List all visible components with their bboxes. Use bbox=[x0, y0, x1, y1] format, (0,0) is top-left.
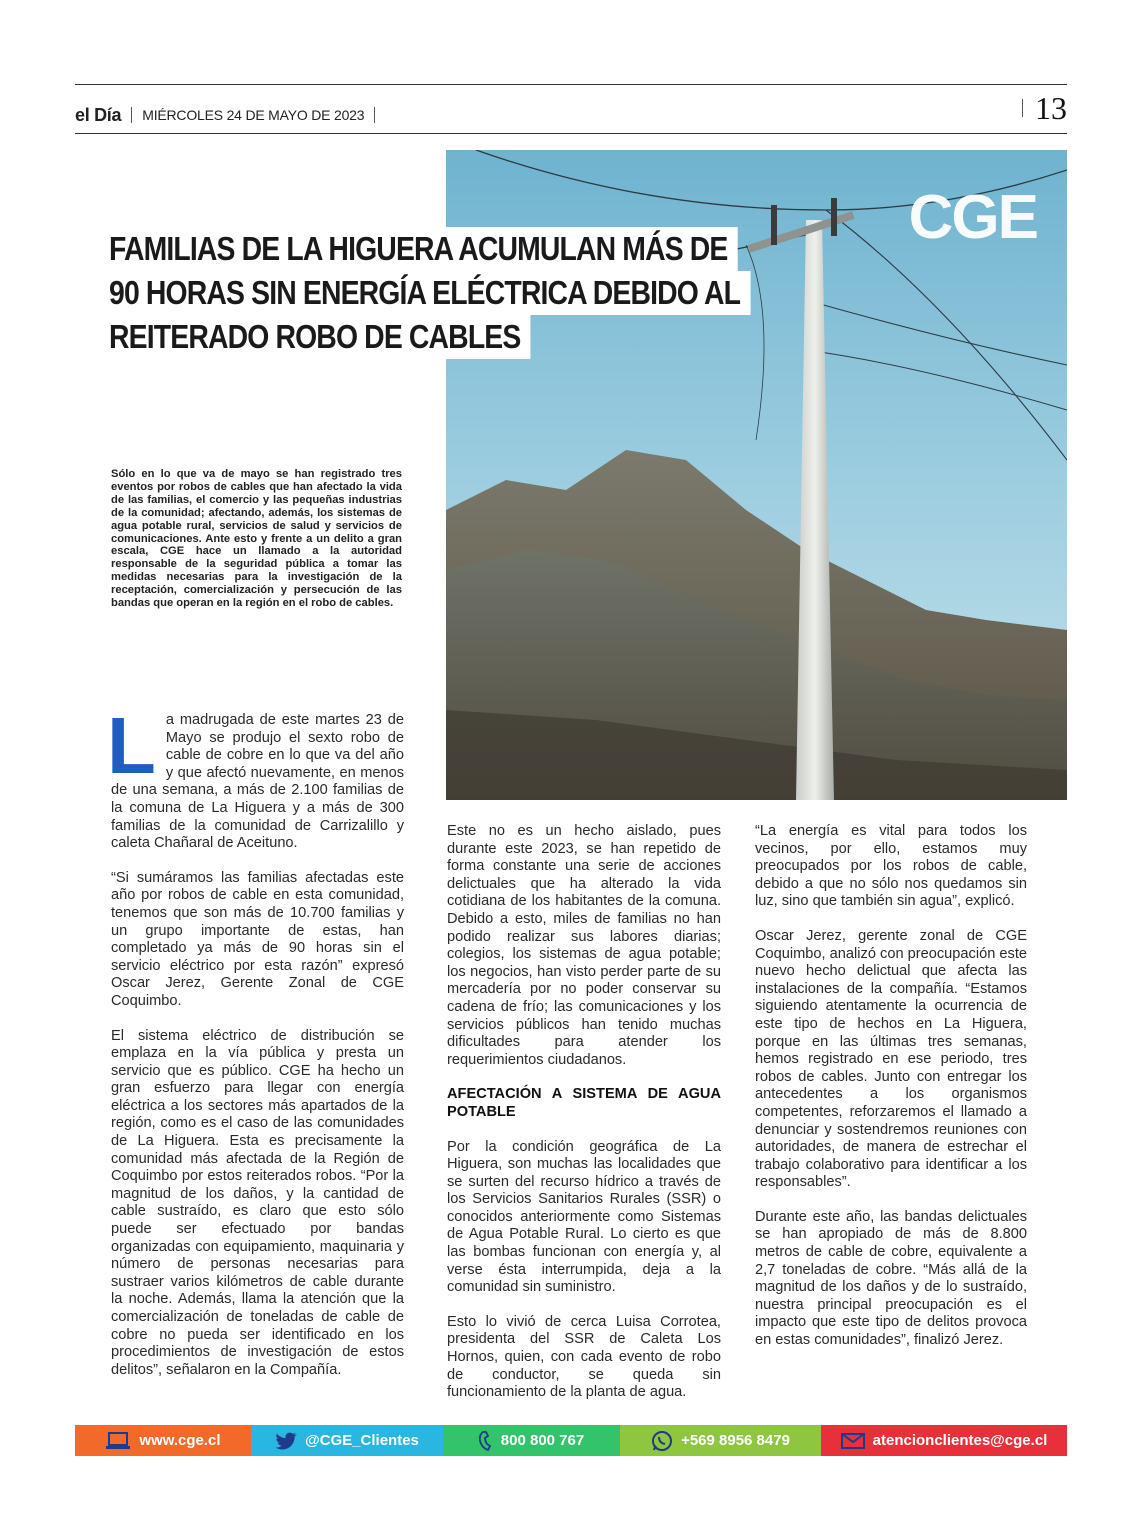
drop-cap: L bbox=[107, 701, 156, 790]
footer-phone[interactable] bbox=[443, 1425, 620, 1456]
separator bbox=[1022, 99, 1023, 117]
headline bbox=[97, 227, 741, 359]
phone-icon bbox=[479, 1431, 493, 1451]
paragraph-text: a madrugada de este martes 23 de Mayo se produjo el sexto robo de cable de cobre en lo que va del año y que afectó nuevamente, en menos de una semana, a más de 2.100 familias de la comuna de La Higuera y a más de 300 familias de la comunidad de Carrizalillo y caleta Chañaral de Aceituno. bbox=[111, 712, 404, 852]
section-subheading: AFECTACIÓN A SISTEMA DE AGUA POTABLE bbox=[447, 1086, 721, 1120]
contact-bar bbox=[75, 1425, 1067, 1456]
separator bbox=[374, 107, 375, 123]
article-paragraph: Este no es un hecho aislado, pues durante este 2023, se han repetido de forma constante una serie de acciones delictuales que ha alterado la vida cotidiana de los habitantes de la comuna. Debido a esto, miles de familias no han podido realizar sus labores diarias; colegios, los sistemas de agua potable; los negocios, han visto perder parte de su mercadería por no poder conservar su cadena de frío; las comunicaciones y los servicios públicos han tenido muchas dificultades para atender los requerimientos ciudadanos. bbox=[447, 823, 721, 1068]
footer-whatsapp[interactable] bbox=[620, 1425, 821, 1456]
footer-label: +569 8956 8479 bbox=[681, 1432, 790, 1449]
page-number bbox=[1022, 88, 1067, 128]
header-bottom-rule bbox=[75, 133, 1067, 134]
whatsapp-icon bbox=[651, 1430, 673, 1452]
footer-label: www.cge.cl bbox=[139, 1432, 221, 1449]
footer-label: @CGE_Clientes bbox=[305, 1432, 419, 1449]
laptop-icon bbox=[105, 1432, 131, 1450]
newspaper-brand: el Día bbox=[75, 104, 122, 125]
headline-line: 90 HORAS SIN ENERGÍA ELÉCTRICA DEBIDO AL bbox=[97, 271, 750, 315]
article-paragraph: “La energía es vital para todos los vecinos, por ello, estamos muy preocupados por los robos de cable, debido a que no sólo nos quedamos sin luz, sino que también sin agua”, explicó. bbox=[755, 823, 1027, 910]
article-paragraph: Esto lo vivió de cerca Luisa Corrotea, presidenta del SSR de Caleta Los Hornos, quien, con cada evento de robo de conductor, se queda sin funcionamiento de la planta de agua. bbox=[447, 1313, 721, 1401]
footer-twitter[interactable] bbox=[251, 1425, 443, 1456]
email-icon bbox=[841, 1433, 865, 1449]
header-top-rule bbox=[75, 84, 1067, 85]
article-paragraph: El sistema eléctrico de distribución se emplaza en la vía pública y presta un servicio que es público. CGE ha hecho un gran esfuerzo para llegar con energía eléctrica a los sectores más apartados de la región, como es el caso de las comunidades de La Higuera. Esta es precisamente la comunidad más afectada de la Región de Coquimbo por estos reiterados robos. “Por la magnitud de los daños, y la cantidad de cable sustraído, es claro que esto sólo puede ser efectuado por bandas organizadas con equipamiento, maquinaria y número de personas necesarias para sustraer varios kilómetros de cable durante la noche. Además, llama la atención que la comercialización de toneladas de cable de cobre no pueda ser identificado en los procedimientos de investigación de estos delitos”, señalaron en la Compañía. bbox=[111, 1027, 404, 1378]
issue-date: MIÉRCOLES 24 DE MAYO DE 2023 bbox=[142, 107, 365, 123]
masthead bbox=[75, 99, 385, 131]
headline-line: FAMILIAS DE LA HIGUERA ACUMULAN MÁS DE bbox=[97, 227, 738, 271]
article-paragraph: “Si sumáramos las familias afectadas este año por robos de cable en esta comunidad, tenemos que son más de 10.700 familias y un grupo importante de estas, han completado ya más de 90 horas sin el servicio eléctrico por esta razón” expresó Oscar Jerez, Gerente Zonal de CGE Coquimbo. bbox=[111, 869, 404, 1009]
lead-paragraph: Sólo en lo que va de mayo se han registrado tres eventos por robos de cables que han afectado la vida de las familias, el comercio y las pequeñas industrias de la comunidad; afectando, además, los sistemas de agua potable rural, servicios de salud y servicios de comunicaciones. Ante esto y frente a un delito a gran escala, CGE hace un llamado a la autoridad responsable de la seguridad pública a tomar las medidas necesarias para la investigación de la receptación, comercialización y persecución de las bandas que operan en la región en el robo de cables. bbox=[111, 468, 402, 610]
footer-email[interactable] bbox=[821, 1425, 1067, 1456]
article-paragraph: Por la condición geográfica de La Higuera, son muchas las localidades que se surten del recurso hídrico a través de los Servicios Sanitarios Rurales (SSR) o conocidos anteriormente como Sistemas de Agua Potable Rural. Lo cierto es que las bombas funcionan con energía y, al verse ésta interrumpida, deja a la comunidad sin suministro. bbox=[447, 1138, 721, 1296]
footer-website[interactable] bbox=[75, 1425, 251, 1456]
article-paragraph: Oscar Jerez, gerente zonal de CGE Coquimbo, analizó con preocupación este nuevo hecho delictual que afecta las instalaciones de la compañía. “Estamos siguiendo atentamente la ocurrencia de este tipo de hechos en La Higuera, porque en las últimas tres semanas, hemos registrado en ese periodo, tres robos de cables. Junto con entregar los antecedentes a los organismos competentes, reforzaremos el llamado a denunciar y sostendremos reuniones con autoridades, de manera de estrechar el trabajo colaborativo para identificar a los responsables”. bbox=[755, 927, 1027, 1191]
separator bbox=[131, 107, 132, 123]
headline-line: REITERADO ROBO DE CABLES bbox=[97, 315, 531, 359]
article-paragraph: Durante este año, las bandas delictuales se han apropiado de más de 8.800 metros de cable de cobre, equivalente a 2,7 toneladas de cobre. “Más allá de la magnitud de los daños y de lo sustraído, nuestra principal preocupación es el impacto que este tipo de delitos provoca en estas comunidades”, finalizó Jerez. bbox=[755, 1208, 1027, 1349]
article-paragraph bbox=[107, 701, 404, 853]
page-number-value: 13 bbox=[1035, 89, 1067, 126]
cge-logo: CGE bbox=[908, 183, 1037, 252]
twitter-icon bbox=[275, 1432, 297, 1450]
article-column-2 bbox=[447, 823, 721, 1419]
article-column-1 bbox=[107, 701, 404, 1396]
article-column-3 bbox=[755, 823, 1027, 1367]
footer-label: atencionclientes@cge.cl bbox=[872, 1432, 1048, 1449]
footer-label: 800 800 767 bbox=[500, 1432, 585, 1449]
